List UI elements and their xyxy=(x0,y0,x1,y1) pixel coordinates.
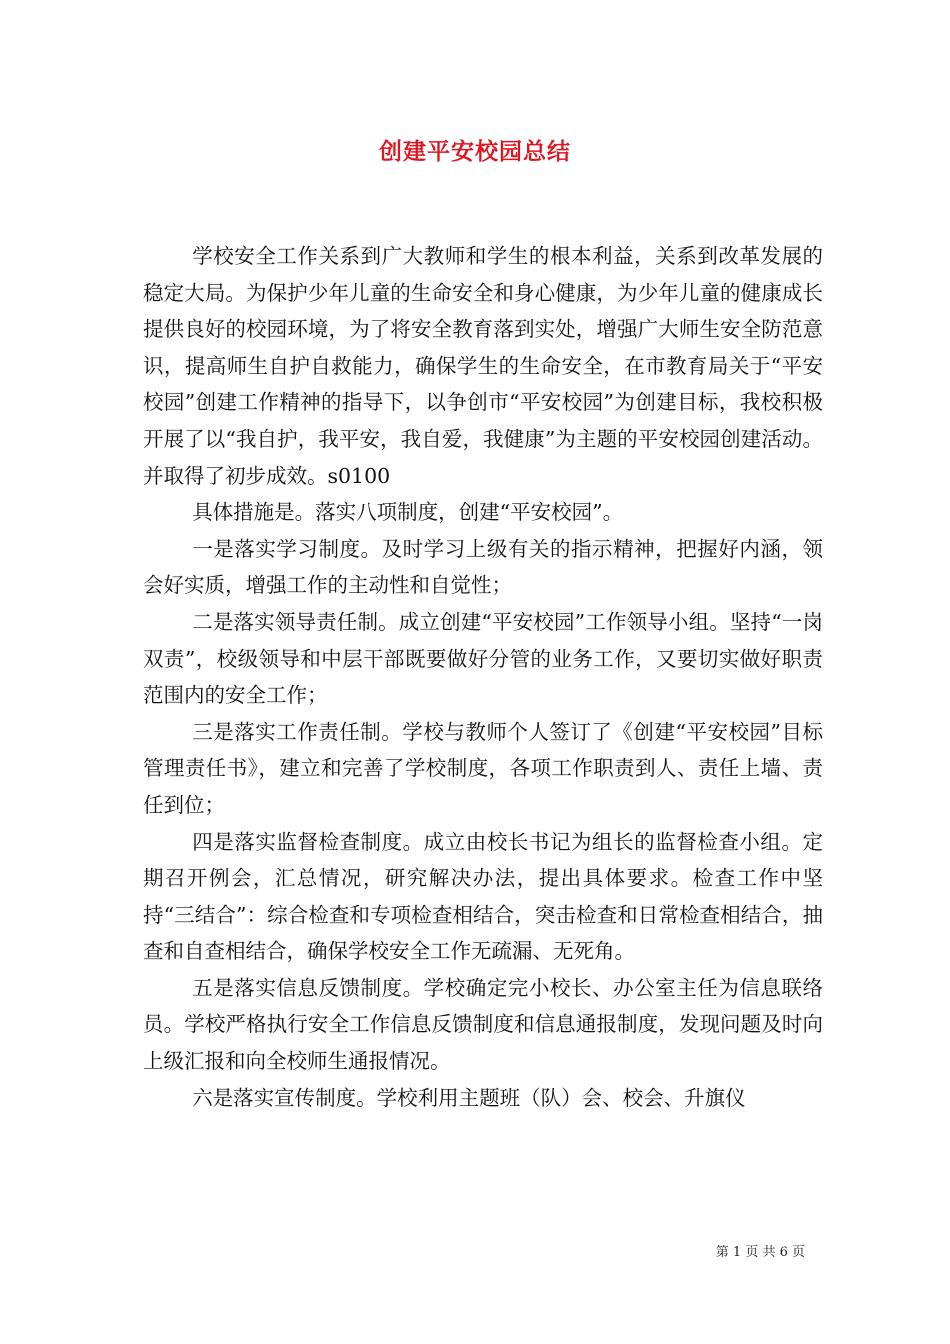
document-title: 创建平安校园总结 xyxy=(379,138,571,165)
page-number-footer: 第 1 页 共 6 页 xyxy=(715,1245,805,1260)
paragraph-leadership-responsibility: 二是落实领导责任制。成立创建“平安校园”工作领导小组。坚持“一岗双责”，校级领导和中层干部既要做好分管的业务工作，又要切实做好职责范围内的安全工作； xyxy=(143,609,823,708)
document-body xyxy=(143,238,823,1116)
paragraph-work-responsibility: 三是落实工作责任制。学校与教师个人签订了《创建“平安校园”目标管理责任书》，建立和完善了学校制度，各项工作职责到人、责任上墙、责任到位； xyxy=(143,719,823,817)
paragraph-supervision: 四是落实监督检查制度。成立由校长书记为组长的监督检查小组。定期召开例会，汇总情况，研究解决办法，提出具体要求。检查工作中坚持“三结合”：综合检查和专项检查相结合，突击检查和日常检查相结合，抽查和自查相结合，确保学校安全工作无疏漏、无死角。 xyxy=(143,829,823,964)
paragraph-feedback: 五是落实信息反馈制度。学校确定完小校长、办公室主任为信息联络员。学校严格执行安全工作信息反馈制度和信息通报制度，发现问题及时向上级汇报和向全校师生通报情况。 xyxy=(143,975,823,1074)
paragraph-study-system: 一是落实学习制度。及时学习上级有关的指示精神，把握好内涵，领会好实质，增强工作的主动性和自觉性； xyxy=(143,536,823,598)
paragraph-publicity: 六是落实宣传制度。学校利用主题班（队）会、校会、升旗仪 xyxy=(192,1085,746,1110)
paragraph-intro: 学校安全工作关系到广大教师和学生的根本利益，关系到改革发展的稳定大局。为保护少年儿童的生命安全和身心健康，为少年儿童的健康成长提供良好的校园环境，为了将安全教育落到实处，增强广大师生安全防范意识，提高师生自护自救能力，确保学生的生命安全，在市教育局关于“平安校园”创建工作精神的指导下，以争创市“平安校园”为创建目标，我校积极开展了以“我自护，我平安，我自爱，我健康”为主题的平安校园创建活动。并取得了初步成效。s0100 xyxy=(143,244,823,488)
paragraph-measures: 具体措施是。落实八项制度，创建“平安校园”。 xyxy=(192,500,624,525)
